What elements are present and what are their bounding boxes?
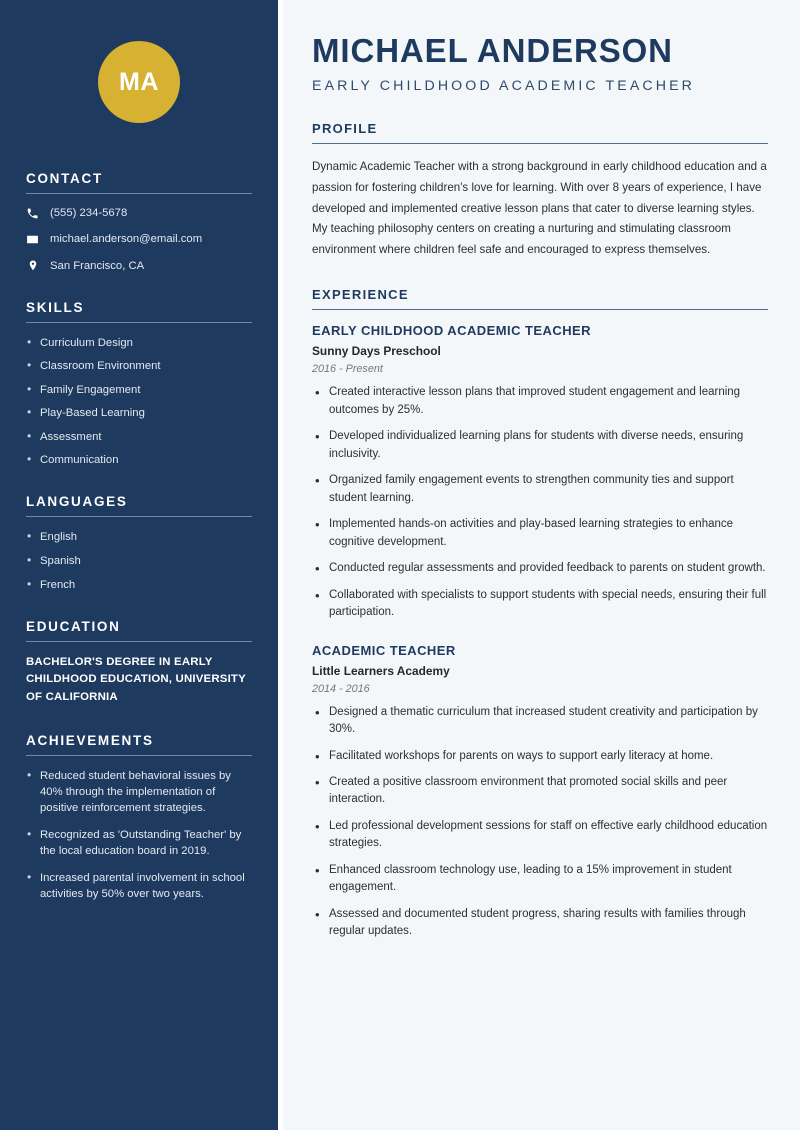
- education-section: [26, 619, 252, 707]
- achievements-section: [26, 733, 252, 902]
- experience-job-title: ACADEMIC TEACHER: [312, 642, 456, 658]
- envelope-icon: [26, 232, 39, 246]
- list-item: • Led professional development sessions for staff on effective early childhood education strategies.: [312, 818, 768, 853]
- achievements-list: [26, 768, 252, 902]
- profile-heading: PROFILE: [312, 121, 378, 137]
- skills-heading: SKILLS: [26, 299, 85, 315]
- avatar-container: [26, 0, 252, 171]
- experience-entry: [312, 323, 768, 621]
- experience-dates: 2014 - 2016: [312, 682, 370, 695]
- experience-entry: [312, 643, 768, 941]
- experience-heading: EXPERIENCE: [312, 287, 409, 303]
- languages-divider: [26, 516, 252, 517]
- list-item: • Curriculum Design: [26, 335, 252, 351]
- skills-section: [26, 300, 252, 469]
- skills-divider: [26, 322, 252, 323]
- experience-company: Little Learners Academy: [312, 663, 450, 678]
- contact-heading: CONTACT: [26, 171, 103, 186]
- list-item: • Assessment: [26, 429, 252, 445]
- list-item: • Implemented hands-on activities and play-based learning strategies to enhance cognitive development.: [312, 516, 768, 551]
- contact-phone-value: (555) 234-5678: [50, 207, 128, 219]
- experience-entry-spacer: [312, 632, 768, 643]
- phone-icon: [26, 206, 39, 220]
- list-item: • Classroom Environment: [26, 358, 252, 374]
- list-item: • Created interactive lesson plans that improved student engagement and learning outcomes by 25%.: [312, 384, 768, 419]
- list-item: • Family Engagement: [26, 382, 252, 398]
- list-item: • Spanish: [26, 553, 252, 569]
- experience-dates: 2016 - Present: [312, 363, 383, 376]
- education-divider: [26, 641, 252, 642]
- achievements-heading: ACHIEVEMENTS: [26, 732, 154, 748]
- list-item: • English: [26, 529, 252, 545]
- profile-text: Dynamic Academic Teacher with a strong background in early childhood education and a passion for fostering children's love for learning. With over 8 years of experience, I have developed and implemented creative lesson plans that cater to diverse learning styles. My teaching philosophy centers on creating a nurturing and stimulating classroom environment where children feel safe and encouraged to express themselves.: [312, 160, 767, 256]
- list-item: • Conducted regular assessments and provided feedback to parents on student growth.: [312, 560, 768, 577]
- languages-list: [26, 529, 252, 592]
- contact-item-location[interactable]: [26, 259, 252, 274]
- profile-section: [312, 121, 768, 260]
- skills-list: [26, 335, 252, 469]
- contact-location-value: San Francisco, CA: [50, 259, 145, 272]
- education-degree: BACHELOR'S DEGREE IN EARLY CHILDHOOD EDUCATION, UNIVERSITY OF CALIFORNIA: [26, 655, 246, 703]
- list-item: • Facilitated workshops for parents on ways to support early literacy at home.: [312, 748, 768, 765]
- languages-heading: LANGUAGES: [26, 494, 128, 510]
- list-item: • Assessed and documented student progress, sharing results with families through regular updates.: [312, 906, 768, 941]
- location-pin-icon: [26, 259, 39, 273]
- list-item: • Play-Based Learning: [26, 405, 252, 421]
- list-item: • French: [26, 577, 252, 593]
- list-item: • Collaborated with specialists to support students with special needs, ensuring their full participation.: [312, 587, 768, 622]
- list-item: • Organized family engagement events to strengthen community ties and support student learning.: [312, 472, 768, 507]
- experience-bullet-list: [312, 704, 768, 941]
- contact-item-email[interactable]: [26, 232, 252, 247]
- job-role-subtitle: EARLY CHILDHOOD ACADEMIC TEACHER: [312, 78, 696, 95]
- list-item: • Recognized as 'Outstanding Teacher' by the local education board in 2019.: [26, 827, 252, 859]
- contact-divider: [26, 193, 252, 194]
- experience-divider: [312, 309, 768, 310]
- list-item: • Developed individualized learning plans for students with diverse needs, ensuring inclusivity.: [312, 428, 768, 463]
- contact-item-phone[interactable]: [26, 206, 252, 221]
- languages-section: [26, 494, 252, 592]
- list-item: • Created a positive classroom environment that promoted social skills and peer interaction.: [312, 774, 768, 809]
- main-panel: [283, 0, 800, 1130]
- page-title: MICHAEL ANDERSON: [312, 32, 673, 69]
- list-item: • Communication: [26, 452, 252, 468]
- list-item: • Enhanced classroom technology use, leading to a 15% improvement in student engagement.: [312, 862, 768, 897]
- list-item: • Reduced student behavioral issues by 40% through the implementation of positive reinforcement strategies.: [26, 768, 252, 816]
- list-item: • Designed a thematic curriculum that increased student creativity and participation by 30%.: [312, 704, 768, 739]
- list-item: • Increased parental involvement in school activities by 50% over two years.: [26, 870, 252, 902]
- sidebar: [0, 0, 278, 1130]
- experience-section: [312, 287, 768, 940]
- contact-section: [26, 171, 252, 274]
- contact-email-value: michael.anderson@email.com: [50, 233, 203, 246]
- achievements-divider: [26, 755, 252, 756]
- experience-company: Sunny Days Preschool: [312, 344, 441, 359]
- education-heading: EDUCATION: [26, 618, 121, 634]
- avatar: MA: [98, 41, 180, 123]
- experience-bullet-list: [312, 384, 768, 621]
- profile-divider: [312, 143, 768, 144]
- experience-job-title: EARLY CHILDHOOD ACADEMIC TEACHER: [312, 323, 591, 339]
